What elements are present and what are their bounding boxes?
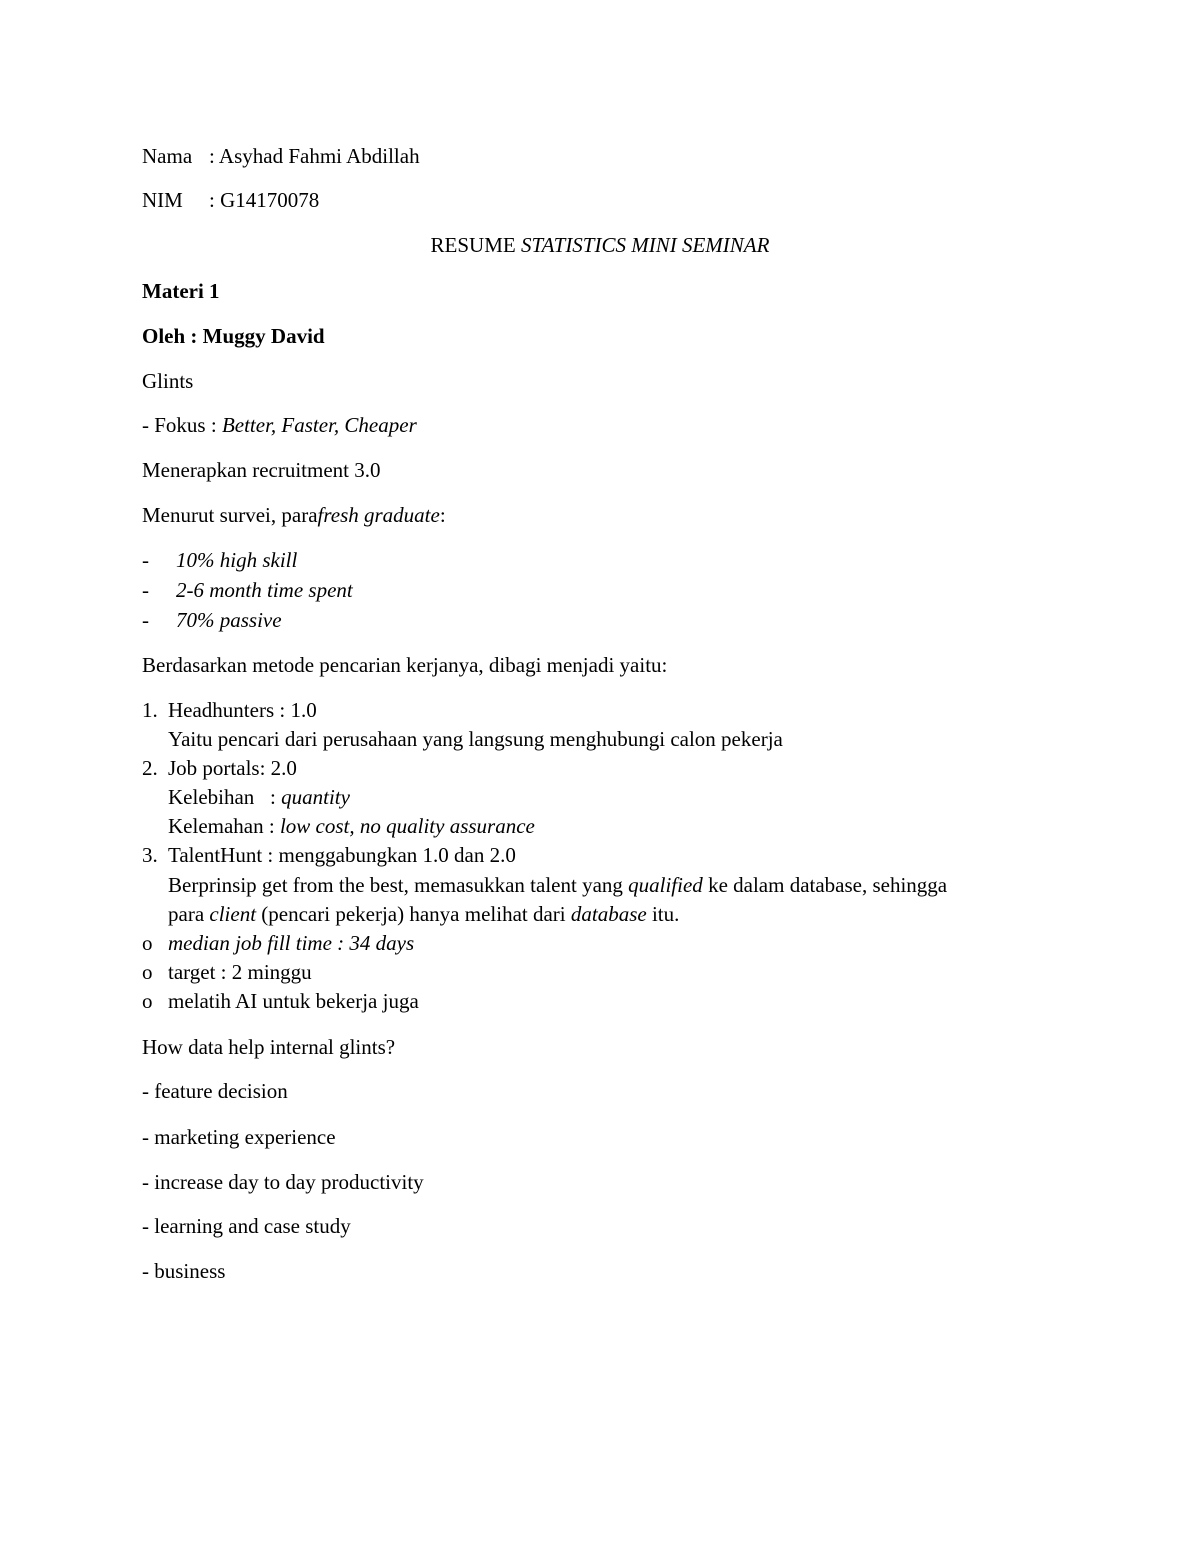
list-item: 70% passive — [176, 608, 282, 632]
survey-intro — [142, 505, 446, 526]
speaker-line: Oleh : Muggy David — [142, 324, 325, 348]
kelebihan-line — [168, 787, 350, 808]
circle-bullet: o — [142, 960, 153, 984]
nama-label: Nama — [142, 144, 193, 168]
kelebihan-label: Kelebihan : — [168, 785, 276, 809]
nama-value: : Asyhad Fahmi Abdillah — [209, 144, 420, 168]
title-italic: STATISTICS MINI SEMINAR — [520, 233, 770, 257]
desc-text: Berprinsip get from the best, memasukkan talent yang — [168, 873, 623, 897]
fokus-value: Better, Faster, Cheaper — [221, 413, 417, 437]
list-item: melatih AI untuk bekerja juga — [168, 989, 419, 1013]
kelemahan-value: low cost, no quality assurance — [279, 814, 535, 838]
list-item: target : 2 minggu — [168, 960, 312, 984]
circle-bullet: o — [142, 931, 153, 955]
desc-text: para — [168, 902, 205, 926]
desc-italic: client — [209, 902, 257, 926]
desc-text: ke dalam database, sehingga — [708, 873, 948, 897]
list-item: - business — [142, 1259, 226, 1283]
methods-intro: Berdasarkan metode pencarian kerjanya, dibagi menjadi yaitu: — [142, 653, 668, 677]
title-prefix: RESUME — [430, 233, 516, 257]
document-title — [0, 235, 1200, 256]
list-item: 2-6 month time spent — [176, 578, 353, 602]
survey-prefix: Menurut survei, para — [142, 503, 318, 527]
list-number: 1. — [142, 698, 158, 722]
list-item: 10% high skill — [176, 548, 298, 572]
desc-text: (pencari pekerja) hanya melihat dari — [261, 902, 566, 926]
list-item: median job fill time : 34 days — [168, 931, 415, 955]
list-item: - feature decision — [142, 1079, 288, 1103]
recruitment-line: Menerapkan recruitment 3.0 — [142, 458, 381, 482]
method-description — [168, 904, 679, 925]
method-description: Yaitu pencari dari perusahaan yang langsung menghubungi calon pekerja — [168, 727, 783, 751]
kelemahan-line — [168, 816, 535, 837]
list-item: - learning and case study — [142, 1214, 351, 1238]
nim-label: NIM — [142, 188, 183, 212]
circle-bullet: o — [142, 989, 153, 1013]
method-title: Headhunters : 1.0 — [168, 698, 317, 722]
company-name: Glints — [142, 369, 194, 393]
materi-heading: Materi 1 — [142, 279, 220, 303]
kelemahan-label: Kelemahan : — [168, 814, 275, 838]
method-title: Job portals: 2.0 — [168, 756, 297, 780]
list-bullet: - — [142, 608, 149, 632]
method-description — [168, 875, 947, 896]
list-number: 2. — [142, 756, 158, 780]
survey-italic: fresh graduate — [317, 503, 440, 527]
desc-italic: qualified — [628, 873, 703, 897]
desc-italic: database — [570, 902, 647, 926]
fokus-label: - Fokus : — [142, 413, 217, 437]
kelebihan-value: quantity — [281, 785, 350, 809]
method-title: TalentHunt : menggabungkan 1.0 dan 2.0 — [168, 843, 516, 867]
fokus-line — [142, 415, 417, 436]
list-number: 3. — [142, 843, 158, 867]
list-bullet: - — [142, 578, 149, 602]
list-bullet: - — [142, 548, 149, 572]
desc-text: itu. — [651, 902, 680, 926]
list-item: - increase day to day productivity — [142, 1170, 424, 1194]
data-question: How data help internal glints? — [142, 1035, 396, 1059]
nim-value: : G14170078 — [209, 188, 320, 212]
survey-suffix: : — [439, 503, 446, 527]
list-item: - marketing experience — [142, 1125, 336, 1149]
